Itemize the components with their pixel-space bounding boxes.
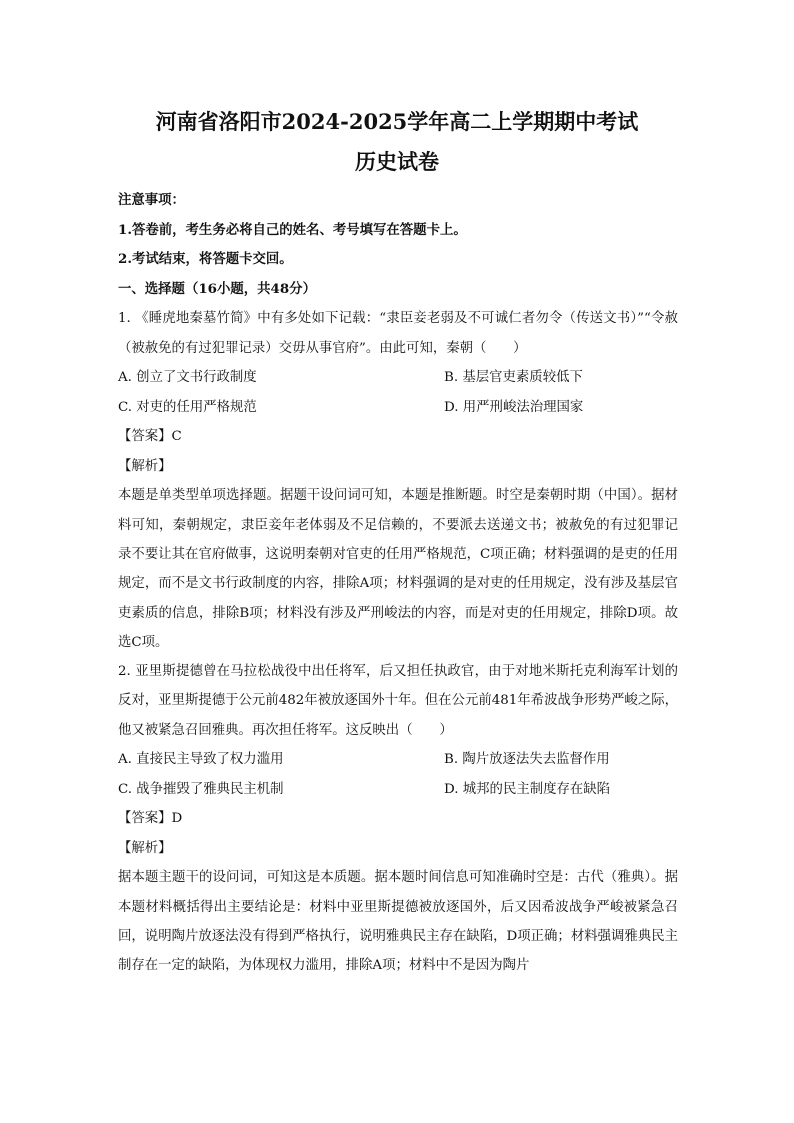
question-1-option-d: D. 用严刑峻法治理国家 <box>444 399 584 415</box>
question-1-analysis-label: 【解析】 <box>118 458 172 474</box>
question-1-analysis: 本题是单类型单项选择题。据题干设问词可知，本题是推断题。时空是秦朝时期（中国）。据材料可知，秦朝规定，隶臣妾年老体弱及不足信赖的，不要派去送递文书；被赦免的有过犯罪记录不要让其在官府做事，这说明秦朝对官吏的任用严格规范，C项正确；材料强调的是吏的任用规定，而不是文书行政制度的内容，排除A项；材料强调的是对吏的任用规定，没有涉及基层官吏素质的信息，排除B项；材料没有涉及严刑峻法的内容，而是对吏的任用规定，排除D项。故选C项。 <box>118 488 678 650</box>
notes-heading: 注意事项： <box>118 192 185 208</box>
question-1-options-row-1 <box>118 363 678 393</box>
question-2-option-b: B. 陶片放逐法失去监督作用 <box>444 752 610 768</box>
document-title: 河南省洛阳市2024-2025学年高二上学期期中考试 <box>155 109 639 134</box>
notes-item-2: 2.考试结束，将答题卡交回。 <box>118 251 293 268</box>
section-heading: 一、选择题（16小题，共48分） <box>118 280 316 297</box>
question-1-answer: 【答案】C <box>118 429 182 445</box>
document-subtitle: 历史试卷 <box>355 149 439 174</box>
question-2-option-a: A. 直接民主导致了权力滥用 <box>118 752 284 768</box>
question-2-option-c: C. 战争摧毁了雅典民主机制 <box>118 781 284 797</box>
question-2-stem: 2. 亚里斯提德曾在马拉松战役中出任将军，后又担任执政官，由于对地米斯托克利海军计划的反对，亚里斯提德于公元前482年被放逐国外十年。但在公元前481年希波战争形势严峻之际，他又被紧急召回雅典。再次担任将军。这反映出（ ） <box>118 664 678 738</box>
question-1-option-b: B. 基层官吏素质较低下 <box>444 369 583 385</box>
question-1-options-row-2 <box>118 393 678 423</box>
question-2-options-row-1 <box>118 745 678 775</box>
question-2-options-row-2 <box>118 775 678 805</box>
question-1-stem: 1. 《睡虎地秦墓竹简》中有多处如下记载：“隶臣妾老弱及不可诚仁者勿令（传送文书）”“令赦（被赦免的有过犯罪记录）交毋从事官府”。由此可知，秦朝（ ） <box>118 311 678 356</box>
question-2-answer: 【答案】D <box>118 811 183 827</box>
question-1-option-a: A. 创立了文书行政制度 <box>118 369 257 385</box>
notes-item-1: 1.答卷前，考生务必将自己的姓名、考号填写在答题卡上。 <box>118 221 467 238</box>
question-2-analysis-label: 【解析】 <box>118 840 172 856</box>
question-2-analysis: 据本题主题干的设问词，可知这是本质题。据本题时间信息可知准确时空是：古代（雅典）。据本题材料概括得出主要结论是：材料中亚里斯提德被放逐国外，后又因希波战争严峻被紧急召回，说明陶片放逐法没有得到严格执行，说明雅典民主存在缺陷，D项正确；材料强调雅典民主制存在一定的缺陷，为体现权力滥用，排除A项；材料中不是因为陶片 <box>118 870 678 974</box>
question-1-option-c: C. 对吏的任用严格规范 <box>118 399 257 415</box>
document-body <box>118 186 678 981</box>
question-2-option-d: D. 城邦的民主制度存在缺陷 <box>444 781 611 797</box>
